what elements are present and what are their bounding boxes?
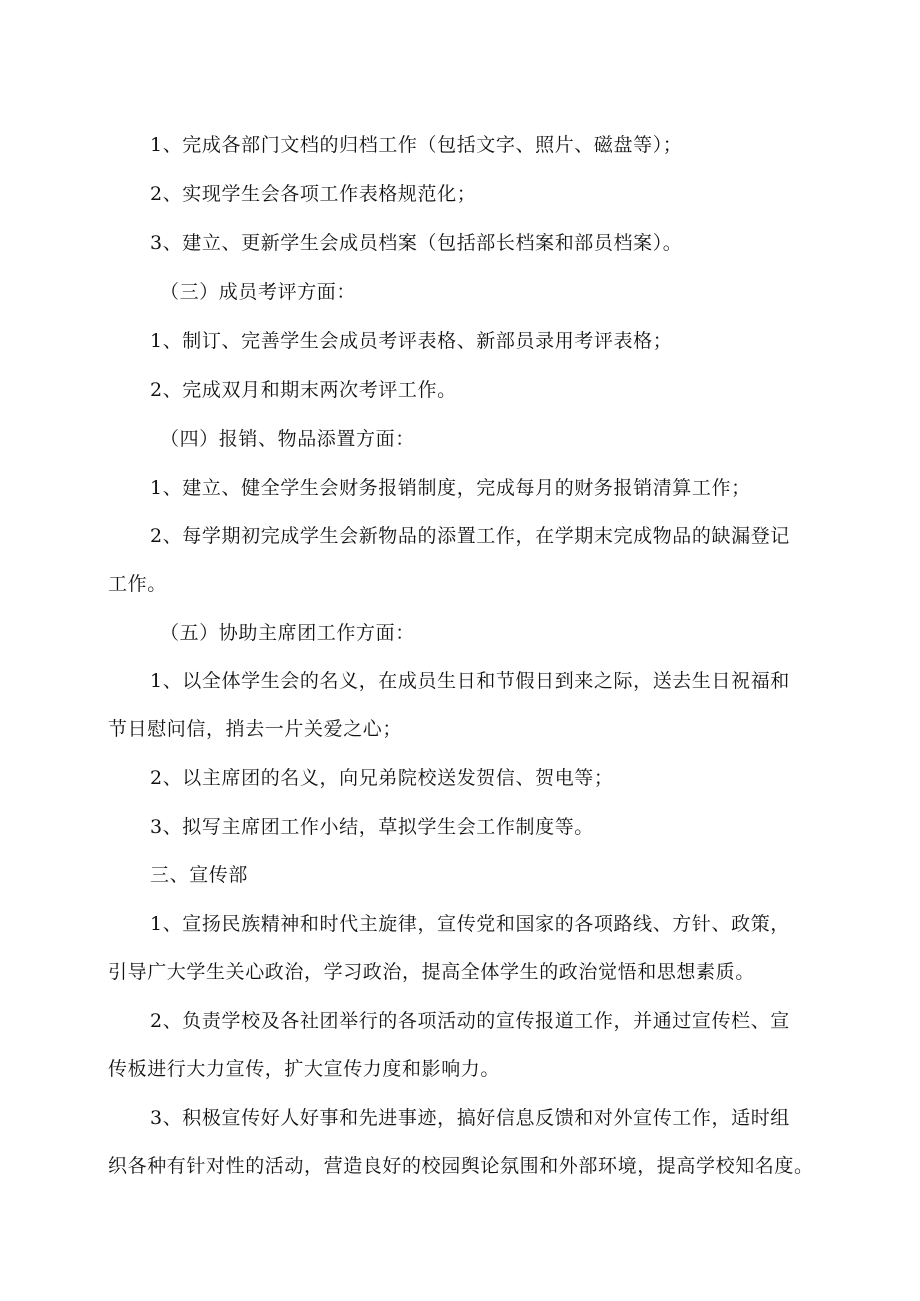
text-line: 2、每学期初完成学生会新物品的添置工作，在学期末完成物品的缺漏登记 [150, 525, 790, 547]
text-line: 传板进行大力宣传，扩大宣传力度和影响力。 [108, 1058, 501, 1080]
text-line: 节日慰问信，捎去一片关爱之心； [108, 718, 403, 740]
text-line: 3、建立、更新学生会成员档案（包括部长档案和部员档案）。 [150, 232, 683, 254]
text-line: 2、完成双月和期末两次考评工作。 [150, 379, 457, 401]
text-line: 3、拟写主席团工作小结，草拟学生会工作制度等。 [150, 816, 594, 838]
text-line: 引导广大学生关心政治，学习政治，提高全体学生的政治觉悟和思想素质。 [108, 961, 755, 983]
section-heading: （四）报销、物品添置方面： [160, 428, 415, 450]
text-line: 2、负责学校及各社团举行的各项活动的宣传报道工作，并通过宣传栏、宣 [150, 1010, 790, 1032]
text-line: 工作。 [108, 573, 167, 595]
text-line: 1、以全体学生会的名义，在成员生日和节假日到来之际，送去生日祝福和 [150, 670, 790, 692]
text-line: 1、完成各部门文档的归档工作（包括文字、照片、磁盘等）； [150, 134, 683, 156]
section-heading: （五）协助主席团工作方面： [160, 622, 415, 644]
section-heading: （三）成员考评方面： [160, 281, 357, 303]
text-line: 1、制订、完善学生会成员考评表格、新部员录用考评表格； [150, 330, 673, 352]
text-line: 织各种有针对性的活动，营造良好的校园舆论氛围和外部环境，提高学校知名度。 [108, 1155, 814, 1177]
text-line: 3、积极宣传好人好事和先进事迹，搞好信息反馈和对外宣传工作，适时组 [150, 1107, 790, 1129]
text-line: 1、宣扬民族精神和时代主旋律，宣传党和国家的各项路线、方针、政策， [150, 913, 790, 935]
text-line: 2、以主席团的名义，向兄弟院校送发贺信、贺电等； [150, 767, 614, 789]
section-heading: 三、宣传部 [150, 864, 249, 886]
text-line: 2、实现学生会各项工作表格规范化； [150, 183, 477, 205]
text-line: 1、建立、健全学生会财务报销制度，完成每月的财务报销清算工作； [150, 477, 751, 499]
